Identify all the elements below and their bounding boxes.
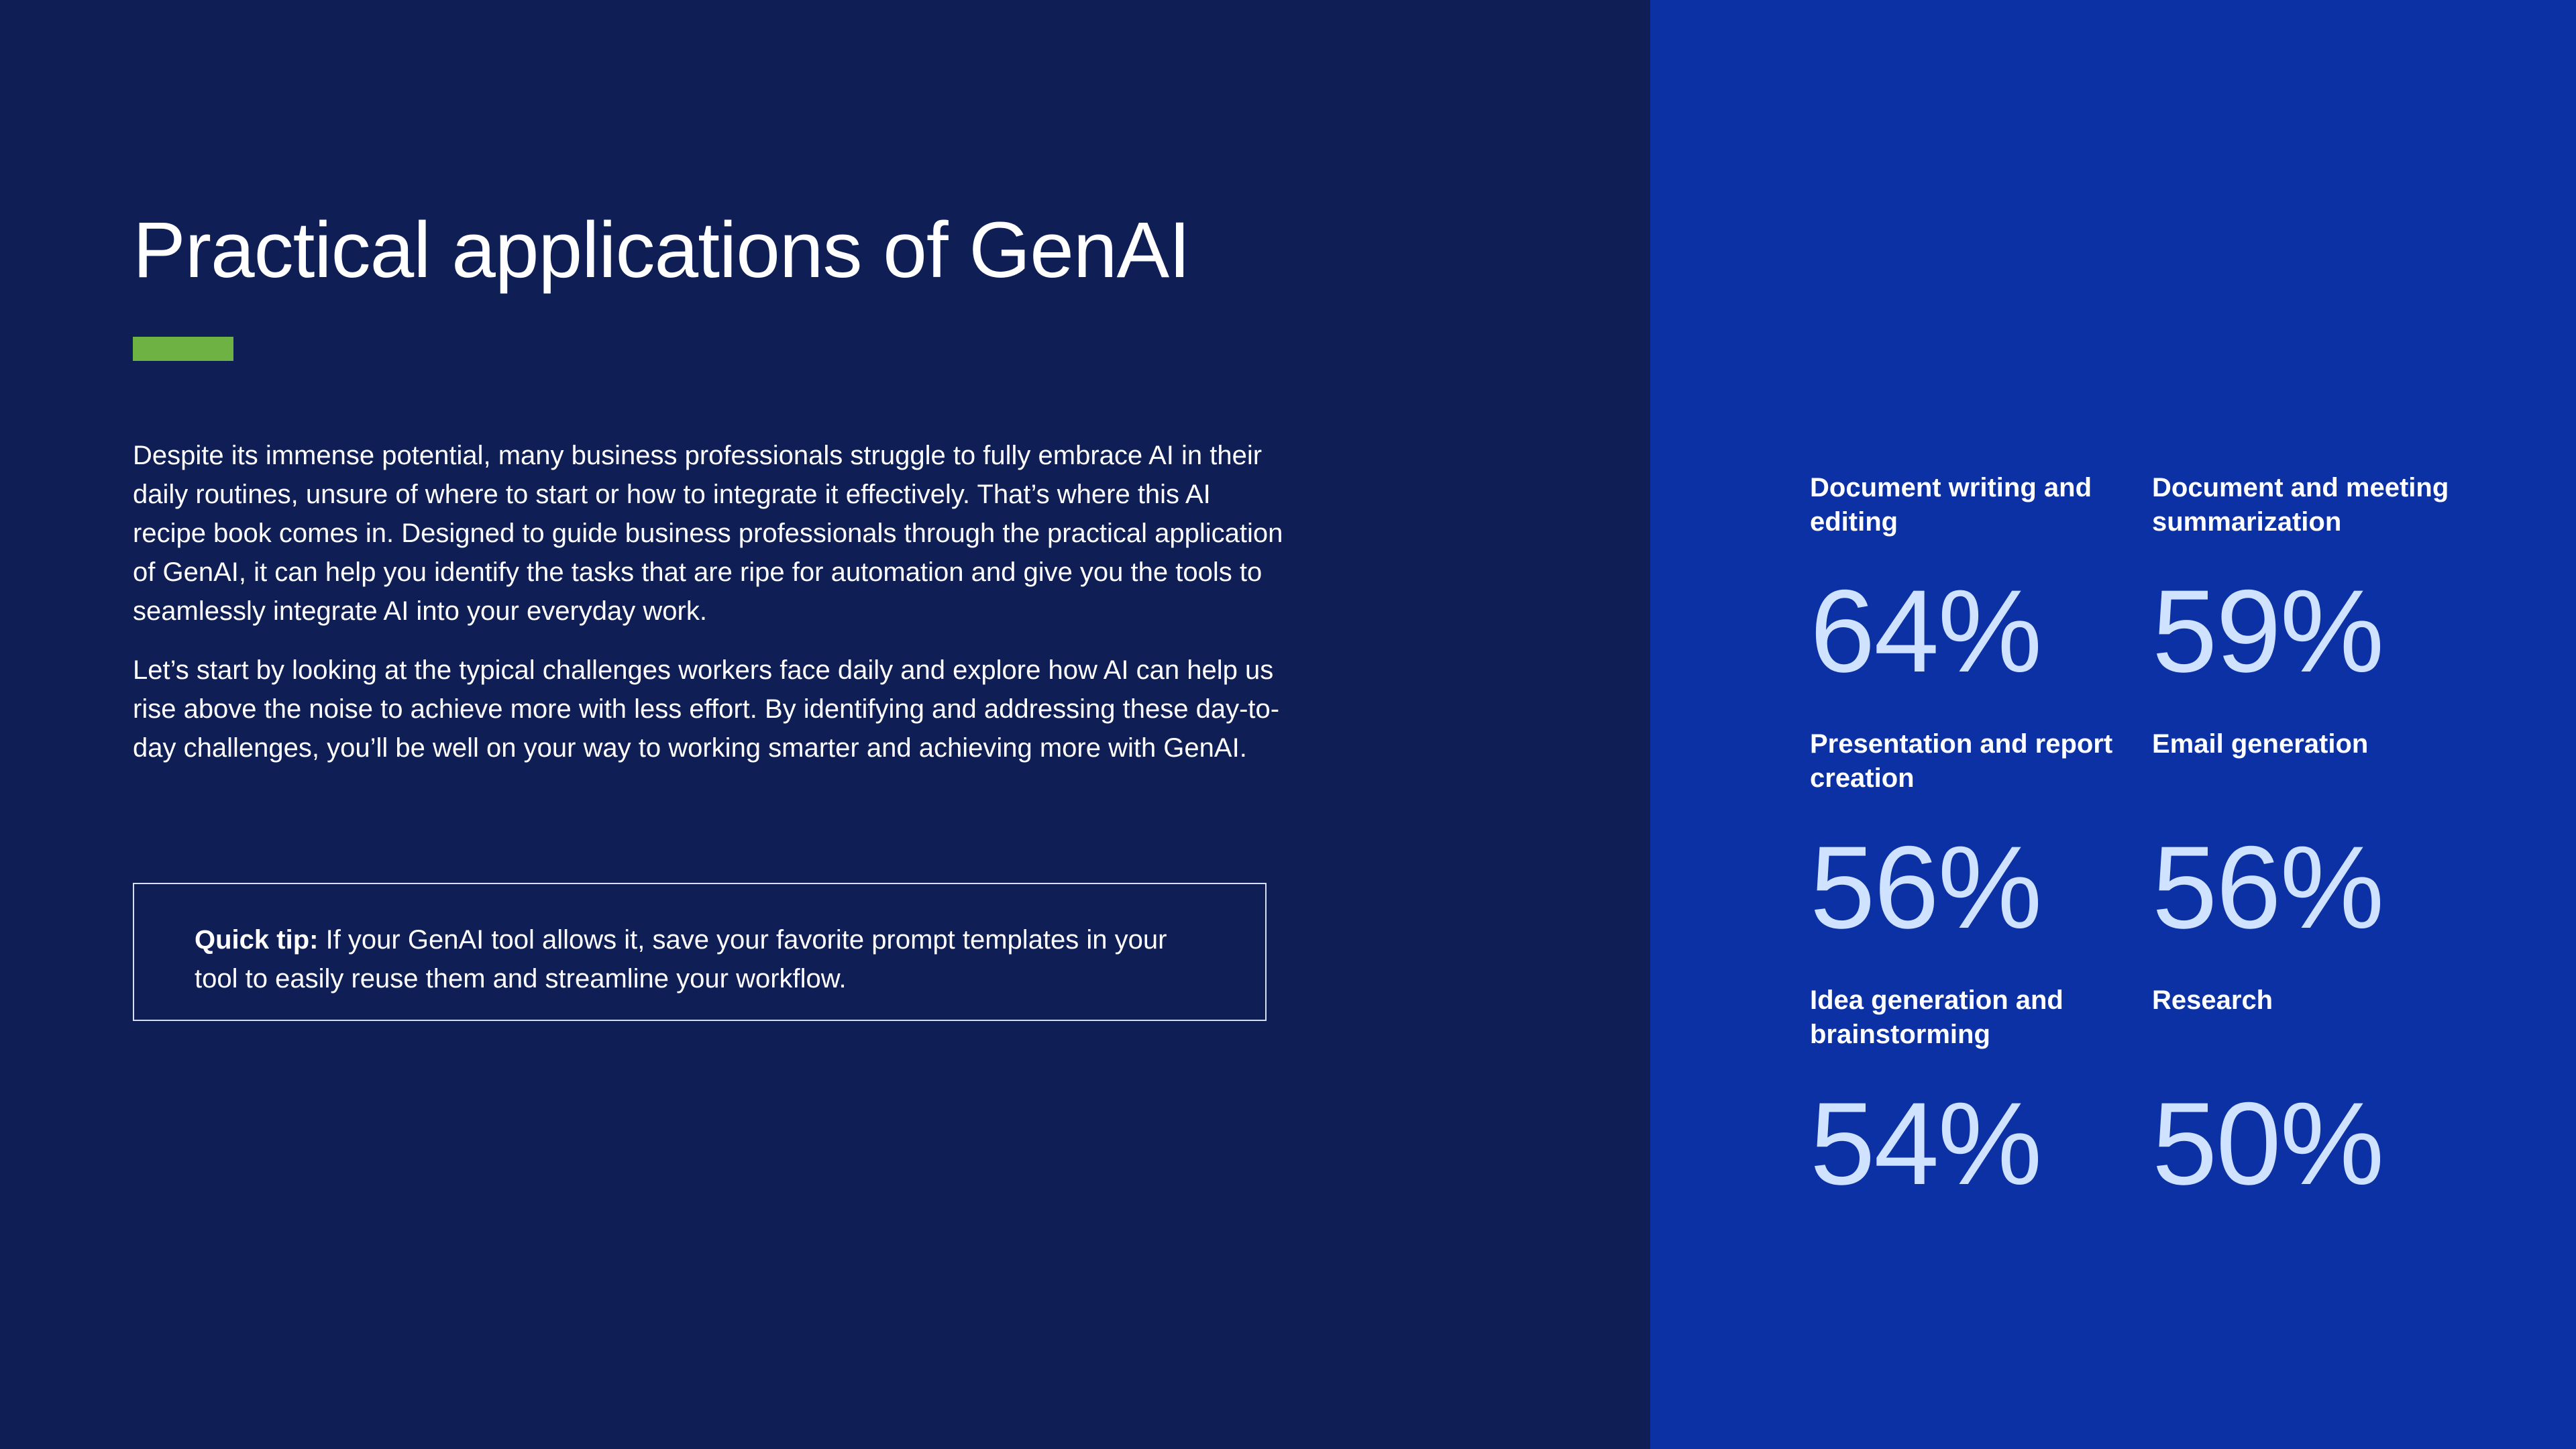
quick-tip-box xyxy=(133,883,1267,1021)
accent-bar xyxy=(133,337,233,361)
stat-label: Presentation and report creation xyxy=(1810,729,2113,793)
quick-tip-text: If your GenAI tool allows it, save your favorite prompt templates in your tool to easily reuse them and streamline your workflow. xyxy=(195,925,1167,994)
quick-tip-label: Quick tip: xyxy=(195,925,319,955)
page-title: Practical applications of GenAI xyxy=(133,206,1190,294)
stat-value: 54% xyxy=(1810,1079,2041,1210)
stat-label: Document writing and editing xyxy=(1810,473,2092,537)
right-panel xyxy=(1650,0,2576,1449)
stat-email-generation xyxy=(2152,727,2467,953)
stat-label: Research xyxy=(2152,985,2273,1015)
stat-value: 64% xyxy=(1810,566,2041,697)
stat-label: Document and meeting summarization xyxy=(2152,473,2449,537)
stat-value: 59% xyxy=(2152,566,2383,697)
stat-value: 50% xyxy=(2152,1079,2383,1210)
stat-label: Idea generation and brainstorming xyxy=(1810,985,2063,1049)
stat-document-summarization xyxy=(2152,471,2467,697)
stat-value: 56% xyxy=(1810,822,2041,953)
body-paragraph-2: Let’s start by looking at the typical challenges workers face daily and explore how AI can help us rise above the noise to achieve more with less effort. By identifying and addressing these day-to-day challenges, you’ll be well on your way to working smarter and achieving more with GenAI. xyxy=(133,655,1280,763)
stat-presentation-creation xyxy=(1810,727,2125,953)
stat-idea-generation xyxy=(1810,983,2125,1210)
body-paragraph-1: Despite its immense potential, many business professionals struggle to fully embrace AI in their daily routines, unsure of where to start or how to integrate it effectively. That’s where this AI recipe book comes in. Designed to guide business professionals through the practical application of GenAI, it can help you identify the tasks that are ripe for automation and give you the tools to seamlessly integrate AI into your everyday work. xyxy=(133,441,1283,626)
body-copy xyxy=(133,436,1287,788)
quick-tip-content xyxy=(195,920,1205,998)
stat-label: Email generation xyxy=(2152,729,2369,759)
stat-value: 56% xyxy=(2152,822,2383,953)
stat-research xyxy=(2152,983,2467,1210)
accent-bar-shape xyxy=(133,337,233,361)
stat-document-writing xyxy=(1810,471,2125,697)
